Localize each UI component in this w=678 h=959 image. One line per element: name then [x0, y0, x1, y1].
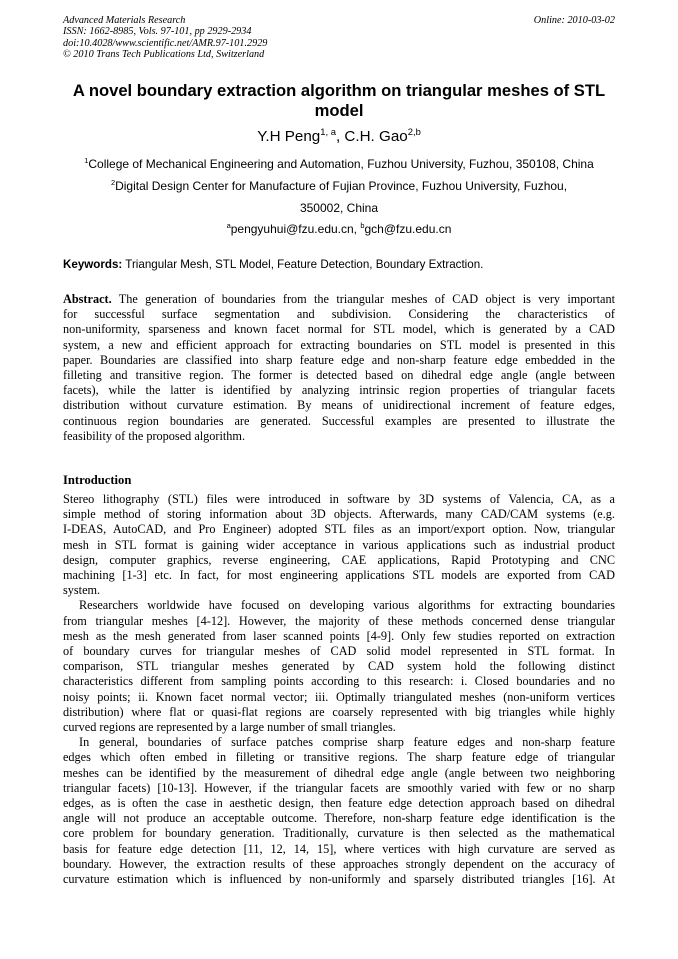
keywords-text: Triangular Mesh, STL Model, Feature Detection, Boundary Extraction. [122, 258, 484, 271]
affiliation-1-text: College of Mechanical Engineering and Automation, Fuzhou University, Fuzhou, 350108, China [88, 157, 594, 171]
body-line: angle will not produce an acceptable outcome. Therefore, non-sharp feature edge identification is the [63, 811, 615, 826]
introduction-body [63, 492, 615, 887]
abstract-line: non-uniformity, sparseness and known facet normal for STL model, which is generated by a CAD [63, 322, 615, 337]
paper-title [70, 81, 608, 121]
email-a: pengyuhui@fzu.edu.cn, [230, 222, 361, 236]
body-line: simple method of storing information about 3D objects. Afterwards, many CAD/CAM systems (e.g. [63, 507, 615, 522]
body-line: design, computer graphics, reverse engineering, CAE applications, Rapid Prototyping and CNC [63, 552, 615, 567]
introduction-heading: Introduction [63, 473, 132, 487]
author-1-sup: 1, a [320, 125, 336, 137]
doi-line: doi:10.4028/www.scientific.net/AMR.97-101.2929 [63, 37, 268, 49]
keywords-label: Keywords: [63, 258, 123, 271]
body-line: system. [63, 583, 101, 598]
abstract-line: continuous region boundaries are generated. Successful examples are presented to illustrate the [63, 413, 615, 428]
abstract-line: system, a new and efficient approach for extracting boundaries on STL model is presented in this [63, 337, 615, 352]
body-line: boundary. However, the extraction results of these approaches strongly dependent on the accuracy of [63, 856, 615, 871]
body-line: core problem for boundary generation. Traditionally, curvature is then selected as the mathematical [63, 826, 615, 841]
copyright-line: © 2010 Trans Tech Publications Ltd, Switzerland [63, 49, 265, 61]
body-line: comparison, STL triangular meshes generated by CAD system hold the following distinct [63, 659, 615, 674]
author-separator: , [335, 128, 345, 145]
affiliation-2 [0, 179, 678, 193]
body-line: edges, as is often the case in aesthetic design, then feature edge detection approach based on dihedral [63, 796, 615, 811]
journal-name: Advanced Materials Research [63, 15, 186, 26]
abstract-line: facets), while the latter is identified by analyzing intrinsic region properties of triangular facets [63, 383, 615, 398]
issn-line: ISSN: 1662-8985, Vols. 97-101, pp 2929-2934 [63, 26, 252, 38]
affiliation-1-sup: 1 [84, 156, 89, 165]
abstract-line: feasibility of the proposed algorithm. [63, 428, 246, 443]
author-2-name: C.H. Gao [344, 128, 408, 145]
body-line: curvature estimation which is influenced by non-uniformly and sparsely distributed triangles [16]. At [63, 872, 615, 887]
title-line-2: model [314, 101, 364, 120]
body-line: characteristics different from sampling points according to this research: i. Closed boundaries and no [63, 674, 615, 689]
body-line: Researchers worldwide have focused on developing various algorithms for extracting boundaries [79, 598, 615, 613]
body-line: triangular facets) [10-13]. However, if the triangular facets are smoothly varied with few or no sharp [63, 780, 615, 795]
abstract-line: for successful surface segmentation and subdivision. Considering the characteristics of [63, 307, 615, 322]
author-emails [0, 222, 678, 236]
author-2-sup: 2,b [407, 125, 421, 137]
email-b: gch@fzu.edu.cn [364, 222, 452, 236]
body-line: curved regions are represented by a large number of small triangles. [63, 720, 396, 735]
author-list [0, 125, 678, 146]
body-line: noisy points; ii. Known facet normal vector; iii. Optimally triangulated meshes (non-uniform vertices [63, 689, 615, 704]
body-line: basis for feature edge detection [11, 12, 14, 15], where vertices with high curvature are served as [63, 841, 615, 856]
body-line: Stereo lithography (STL) files were introduced in software by 3D systems of Valencia, CA, as a [63, 492, 615, 506]
body-line: of boundary curves for triangular meshes of CAD solid model represented in STL format. In [63, 644, 615, 659]
body-line: machining [1-3] etc. In fact, for most engineering applications STL models are exported from CAD [63, 568, 615, 583]
title-line-1: A novel boundary extraction algorithm on triangular meshes of STL [72, 81, 606, 100]
affiliation-2-text: Digital Design Center for Manufacture of Fujian Province, Fuzhou University, Fuzhou, [115, 179, 568, 193]
abstract-line: filleting and transitive region. The former is detected based on dihedral edge angle (angle between [63, 368, 615, 383]
online-date: Online: 2010-03-02 [533, 15, 615, 26]
email-a-sup: a [226, 221, 231, 230]
abstract-line: distribution without curvature estimation. By means of unidirectional increment of feature edges, [63, 398, 615, 413]
affiliation-1 [0, 157, 678, 171]
abstract-line: Abstract. The generation of boundaries from the triangular meshes of CAD object is very important [63, 292, 615, 306]
author-1-name: Y.H Peng [257, 128, 321, 145]
body-line: from triangular meshes [4-12]. However, the majority of these methods concerned dense triangular [63, 613, 615, 628]
body-line: I-DEAS, AutoCAD, and Pro Engineer) adopted STL files as an import/export option. Now, triangular [63, 522, 615, 537]
email-b-sup: b [360, 221, 365, 230]
body-line: distribution) where flat or quasi-flat regions are coarsely represented with big triangles while highly [63, 704, 615, 719]
body-line: edges which often embed in filleting or transitive regions. The sharp feature edge of triangular [63, 750, 615, 765]
body-line: mesh as the mesh generated from laser scanned points [4-9]. Only few studies reported on extraction [63, 628, 615, 643]
abstract-label: Abstract. [63, 292, 112, 306]
body-line: mesh in STL format is gaining wider acceptance in various applications such as industrial product [63, 537, 615, 552]
body-line: meshes can be identified by the measurement of dihedral edge angle (angle between two neighboring [63, 765, 615, 780]
body-line: In general, boundaries of surface patches comprise sharp feature edges and non-sharp feature [79, 735, 615, 750]
keywords [63, 258, 615, 272]
affiliation-2-sup: 2 [110, 178, 116, 187]
abstract [63, 292, 615, 444]
journal-header [63, 15, 615, 61]
affiliation-2-continued: 350002, China [299, 201, 379, 215]
abstract-line: paper. Boundaries are classified into sharp feature edge and non-sharp feature edge embedded in the [63, 352, 615, 367]
